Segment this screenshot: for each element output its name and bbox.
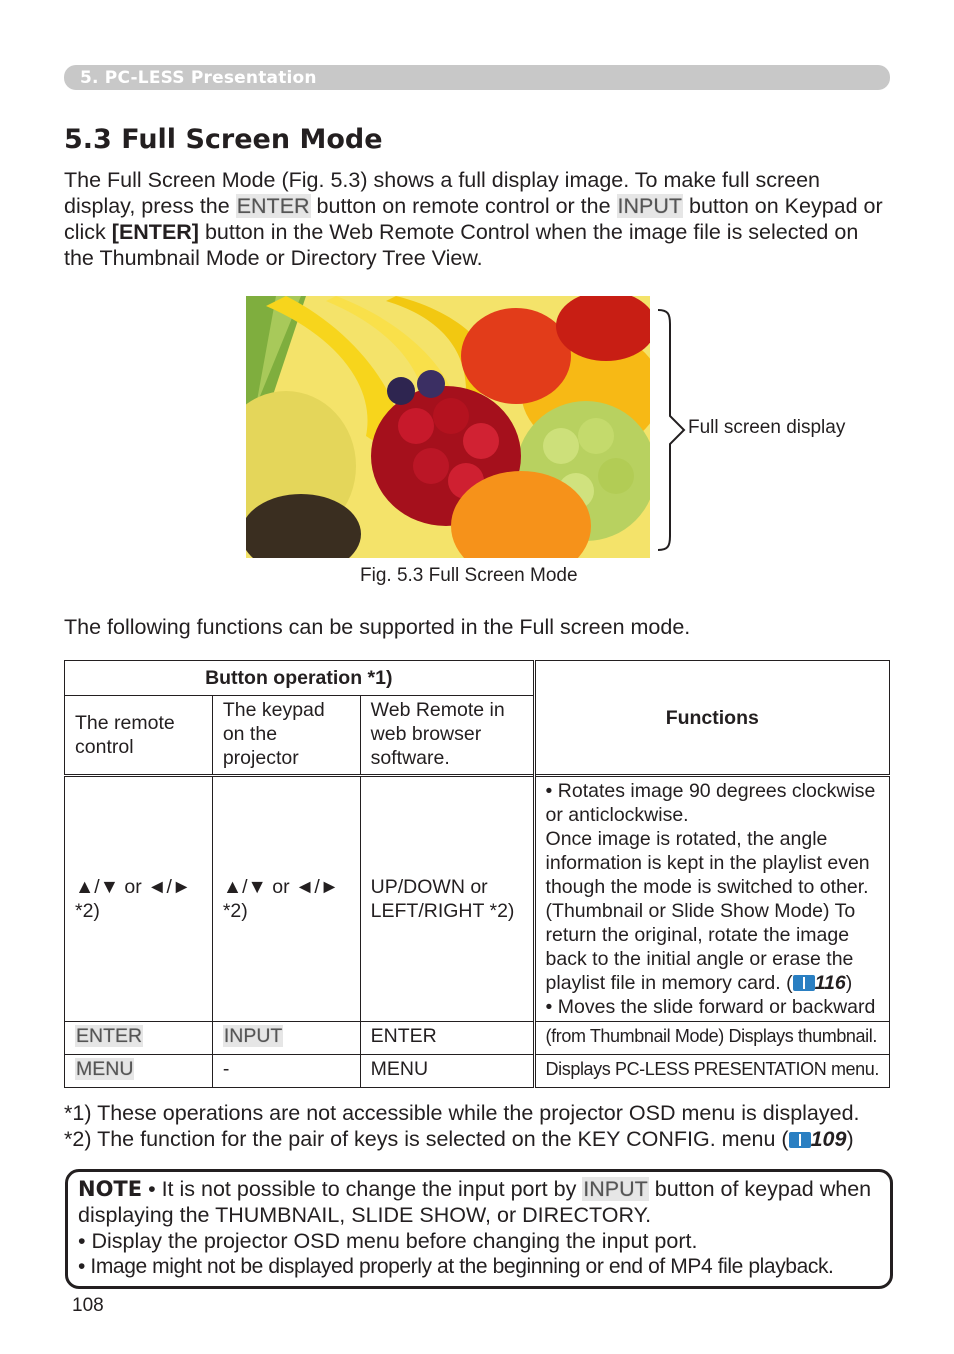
row3-remote [65,1055,213,1088]
row3-web: MENU [360,1055,534,1088]
note-line-1 [78,1176,880,1228]
intro-text-2: button on remote control or the [310,194,617,218]
table-row [65,1022,890,1055]
row3-keypad: - [212,1055,360,1088]
functions-header: Functions [534,661,889,776]
table-row [65,1055,890,1088]
following-text: The following functions can be supported in the Full screen mode. [64,615,691,639]
note-line-2: • Display the projector OSD menu before changing the input port. [78,1229,698,1253]
section-header-label: 5. PC-LESS Presentation [80,68,317,88]
footnote-2-end: ) [846,1127,854,1151]
moves-slide-text: • Moves the slide forward or backward [545,996,876,1018]
row2-remote-key: ENTER [76,1025,143,1047]
full-screen-photo [246,296,650,558]
book-icon [789,1132,811,1148]
web-remote-header: Web Remote in web browser software. [360,696,534,776]
footnotes [64,1100,860,1152]
rotate-detail-end: ) [845,972,853,994]
remote-control-header: The remote control [65,696,213,776]
input-key-label: INPUT [617,194,683,218]
bracket-brace [656,308,686,552]
row2-remote [65,1022,213,1055]
book-icon [793,975,815,991]
intro-paragraph [64,167,894,271]
row1-keypad: ▲/▼ or ◄/► *2) [212,776,360,1022]
row2-functions: (from Thumbnail Mode) Displays thumbnail. [534,1022,889,1055]
fruit-image [246,296,650,558]
row1-functions [534,776,889,1022]
row3-functions: Displays PC-LESS PRESENTATION menu. [534,1055,889,1088]
figure-caption: Fig. 5.3 Full Screen Mode [360,565,578,586]
note-line-3: • Image might not be displayed properly at the beginning or end of MP4 file playback. [78,1255,834,1278]
page-ref-109[interactable]: 109 [810,1127,847,1151]
section-header-bar [64,65,890,90]
row2-web: ENTER [360,1022,534,1055]
keypad-header: The keypad on the projector [212,696,360,776]
functions-table [64,660,890,1088]
enter-bracket-label: [ENTER] [111,220,199,244]
rotate-text: • Rotates image 90 degrees clockwise or anticlockwise. [545,780,876,826]
note-input-key: INPUT [583,1177,648,1201]
enter-key-label: ENTER [236,194,310,218]
page-title: 5.3 Full Screen Mode [64,124,383,155]
footnote-2 [64,1126,860,1152]
page-ref-116[interactable]: 116 [814,972,846,994]
row2-keypad-key: INPUT [223,1025,283,1047]
row3-remote-key: MENU [76,1058,134,1080]
table-row [65,776,890,1022]
intro-text-3: button on Keypad or click [64,194,883,244]
button-operation-header: Button operation *1) [65,661,535,696]
note-text-1a: • It is not possible to change the input port by [142,1177,583,1201]
rotate-detail-text: Once image is rotated, the angle information is kept in the playlist even though the mode is switched to other. (Thumbnail or Slide Show Mode) To return the original, rotate the image back to the initial angle or erase the playlist file in memory card. ( [545,828,870,994]
intro-text-1: The Full Screen Mode (Fig. 5.3) shows a full display image. To make full screen display, press the [64,168,821,218]
note-text-1b: button of keypad when displaying the THUMBNAIL, SLIDE SHOW, or DIRECTORY. [78,1177,872,1227]
table-header-row [65,661,890,696]
intro-text-4: button in the Web Remote Control when the image file is selected on the Thumbnail Mode or Directory Tree View. [64,220,859,270]
footnote-2-text: *2) The function for the pair of keys is selected on the KEY CONFIG. menu ( [64,1127,789,1151]
row1-web: UP/DOWN or LEFT/RIGHT *2) [360,776,534,1022]
row2-keypad [212,1022,360,1055]
footnote-1: *1) These operations are not accessible while the projector OSD menu is displayed. [64,1101,860,1125]
note-label: NOTE [78,1177,143,1201]
full-screen-display-label: Full screen display [688,417,846,438]
note-box [65,1169,893,1289]
page-number: 108 [72,1295,104,1316]
row1-remote: ▲/▼ or ◄/► *2) [65,776,213,1022]
